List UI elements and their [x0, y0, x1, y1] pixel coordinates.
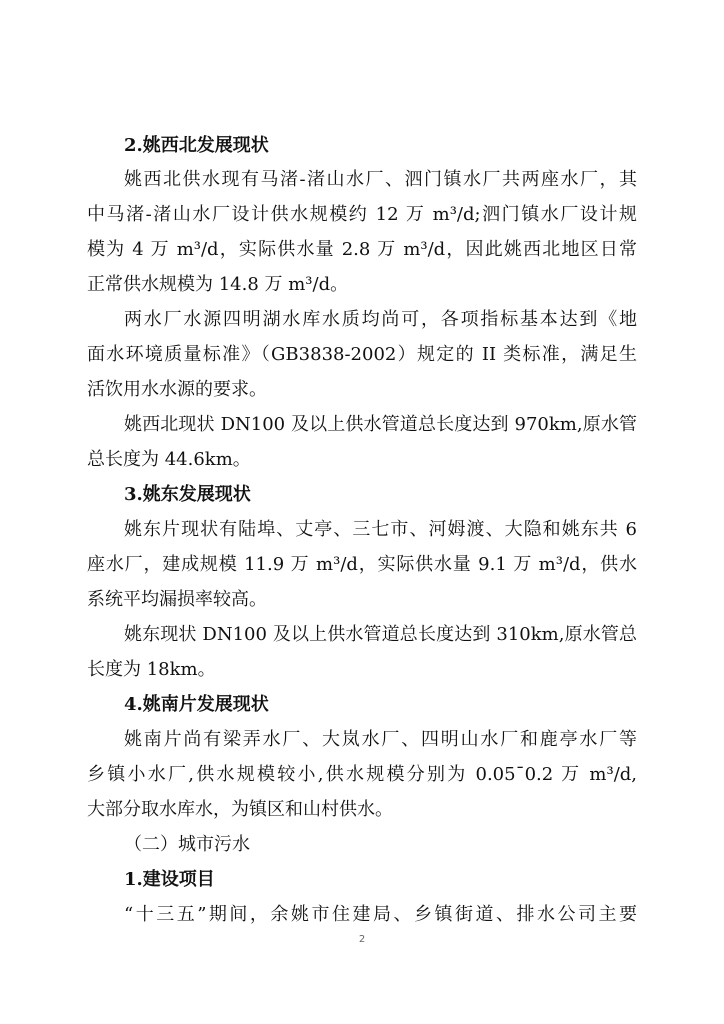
paragraph-line: 两水厂水源四明湖水库水质均尚可，各项指标基本达到《地	[124, 309, 637, 330]
heading-yaoxibei: 2.姚西北发展现状	[124, 135, 269, 156]
paragraph-line: 活饮用水水源的要求。	[87, 379, 267, 400]
paragraph-line: 总长度为 44.6km。	[87, 449, 251, 470]
paragraph-line: 中马渚-渚山水厂设计供水规模约 12 万 m³/d;泗门镇水厂设计规	[87, 204, 637, 225]
paragraph-line: 模为 4 万 m³/d，实际供水量 2.8 万 m³/d，因此姚西北地区日常	[87, 239, 637, 260]
paragraph-line: 姚东现状 DN100 及以上供水管道总长度达到 310km,原水管总	[124, 624, 637, 645]
paragraph-line: 面水环境质量标准》（GB3838-2002）规定的 II 类标准，满足生	[87, 344, 637, 365]
paragraph-line: 姚西北供水现有马渚-渚山水厂、泗门镇水厂共两座水厂，其	[124, 169, 637, 190]
paragraph-line: 姚东片现状有陆埠、丈亭、三七市、河姆渡、大隐和姚东共 6	[124, 519, 637, 540]
paragraph-line: 大部分取水库水，为镇区和山村供水。	[87, 799, 393, 820]
heading-yaonan: 4.姚南片发展现状	[124, 694, 269, 715]
paragraph-line: 姚南片尚有梁弄水厂、大岚水厂、四明山水厂和鹿亭水厂等	[124, 729, 637, 750]
paragraph-line: 长度为 18km。	[87, 659, 216, 680]
paragraph-line: 系统平均漏损率较高。	[87, 589, 267, 610]
paragraph-line: 姚西北现状 DN100 及以上供水管道总长度达到 970km,原水管	[124, 414, 637, 435]
heading-construction-projects: 1.建设项目	[124, 869, 215, 890]
paragraph-line: 座水厂，建成规模 11.9 万 m³/d，实际供水量 9.1 万 m³/d，供水	[87, 554, 637, 575]
section-title-urban-sewage: （二）城市污水	[124, 834, 250, 855]
paragraph-line: 乡镇小水厂,供水规模较小,供水规模分别为 0.05¯0.2 万 m³/d,	[87, 764, 637, 785]
paragraph-line: “十三五”期间，余姚市住建局、乡镇街道、排水公司主要	[124, 904, 637, 925]
heading-yaodong: 3.姚东发展现状	[124, 484, 251, 505]
page-number: 2	[358, 934, 366, 945]
paragraph-line: 正常供水规模为 14.8 万 m³/d。	[87, 274, 349, 295]
